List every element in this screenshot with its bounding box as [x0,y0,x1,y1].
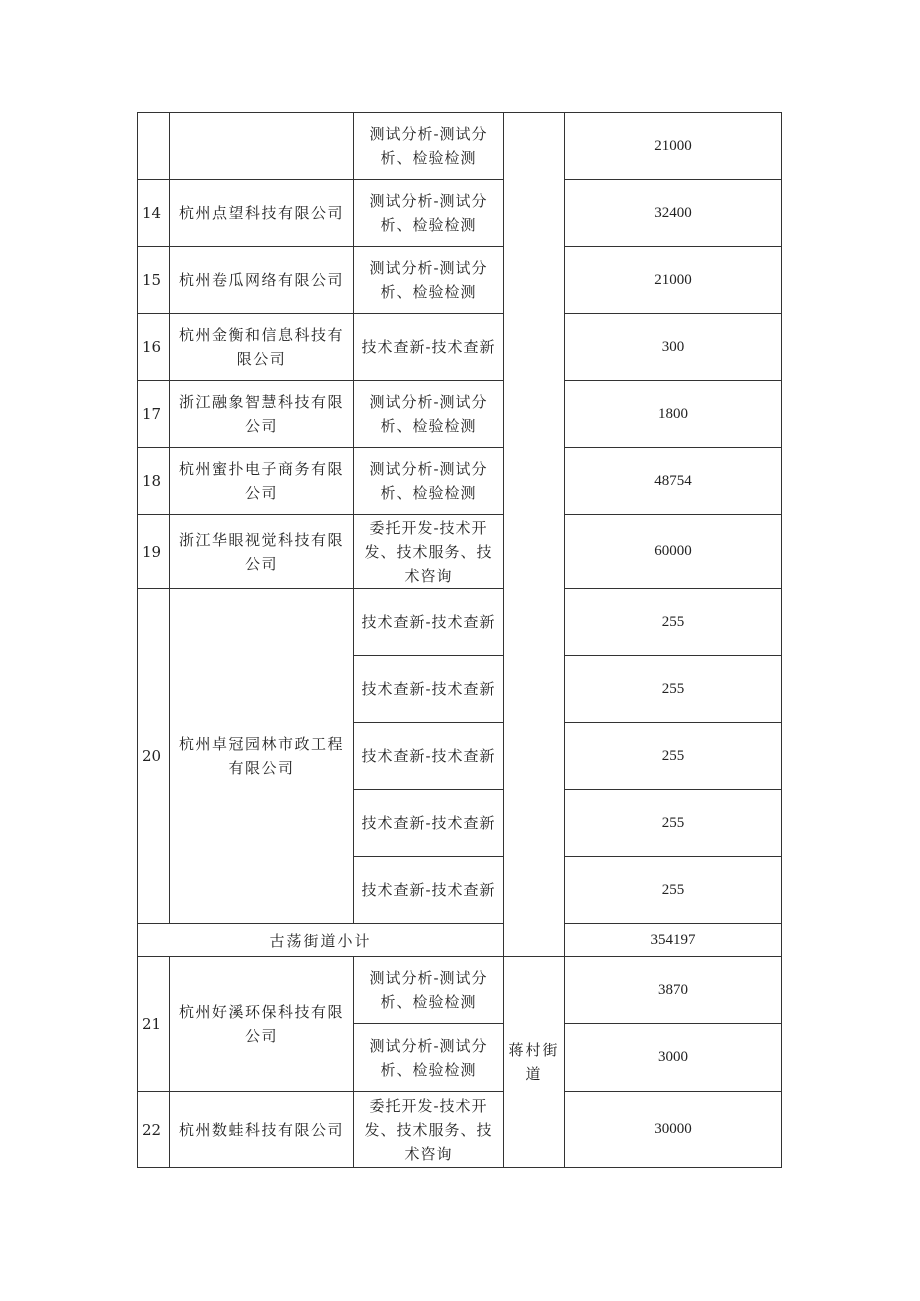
amount-cell: 1800 [565,381,782,448]
amount-cell: 3870 [565,957,782,1024]
amount-cell: 21000 [565,247,782,314]
table-row [138,314,782,381]
enterprise-voucher-table [137,112,782,1168]
amount-cell: 255 [565,656,782,723]
company-cell: 杭州卷瓜网络有限公司 [170,247,354,314]
row-number-cell: 22 [138,1092,170,1168]
service-type-cell: 技术查新-技术查新 [354,314,504,381]
row-number-cell: 17 [138,381,170,448]
amount-cell: 30000 [565,1092,782,1168]
service-type-cell: 测试分析-测试分析、检验检测 [354,180,504,247]
service-type-cell: 技术查新-技术查新 [354,656,504,723]
row-number-cell: 18 [138,448,170,515]
table-row [138,1092,782,1168]
service-type-cell: 测试分析-测试分析、检验检测 [354,448,504,515]
service-type-cell: 测试分析-测试分析、检验检测 [354,247,504,314]
amount-cell: 255 [565,857,782,924]
street-cell: 蒋村街道 [504,957,565,1168]
service-type-cell: 测试分析-测试分析、检验检测 [354,957,504,1024]
row-number-cell: 16 [138,314,170,381]
row-number-cell: 19 [138,515,170,589]
table-row [138,515,782,589]
amount-cell: 255 [565,589,782,656]
amount-cell: 21000 [565,113,782,180]
service-type-cell: 技术查新-技术查新 [354,857,504,924]
row-number-cell: 15 [138,247,170,314]
service-type-cell: 测试分析-测试分析、检验检测 [354,381,504,448]
company-cell [170,113,354,180]
subtotal-amount: 354197 [565,924,782,957]
row-number-cell: 14 [138,180,170,247]
company-cell: 杭州蜜扑电子商务有限公司 [170,448,354,515]
company-cell: 杭州好溪环保科技有限公司 [170,957,354,1092]
amount-cell: 60000 [565,515,782,589]
subtotal-row [138,924,782,957]
table-row [138,113,782,180]
amount-cell: 255 [565,723,782,790]
service-type-cell: 委托开发-技术开发、技术服务、技术咨询 [354,515,504,589]
table-row [138,381,782,448]
company-cell: 杭州卓冠园林市政工程有限公司 [170,589,354,924]
service-type-cell: 委托开发-技术开发、技术服务、技术咨询 [354,1092,504,1168]
service-type-cell: 技术查新-技术查新 [354,589,504,656]
row-number-cell [138,113,170,180]
subtotal-label: 古荡街道小计 [138,924,504,957]
amount-cell: 32400 [565,180,782,247]
service-type-cell: 技术查新-技术查新 [354,790,504,857]
service-type-cell: 技术查新-技术查新 [354,723,504,790]
company-cell: 杭州数蛙科技有限公司 [170,1092,354,1168]
row-number-cell: 21 [138,957,170,1092]
amount-cell: 48754 [565,448,782,515]
amount-cell: 300 [565,314,782,381]
amount-cell: 3000 [565,1024,782,1092]
street-cell [504,113,565,957]
table-row [138,589,782,656]
table-row [138,247,782,314]
service-type-cell: 测试分析-测试分析、检验检测 [354,113,504,180]
amount-cell: 255 [565,790,782,857]
service-type-cell: 测试分析-测试分析、检验检测 [354,1024,504,1092]
company-cell: 杭州点望科技有限公司 [170,180,354,247]
company-cell: 浙江华眼视觉科技有限公司 [170,515,354,589]
table-row [138,957,782,1024]
table-row [138,448,782,515]
company-cell: 杭州金衡和信息科技有限公司 [170,314,354,381]
company-cell: 浙江融象智慧科技有限公司 [170,381,354,448]
table-row [138,180,782,247]
row-number-cell: 20 [138,589,170,924]
